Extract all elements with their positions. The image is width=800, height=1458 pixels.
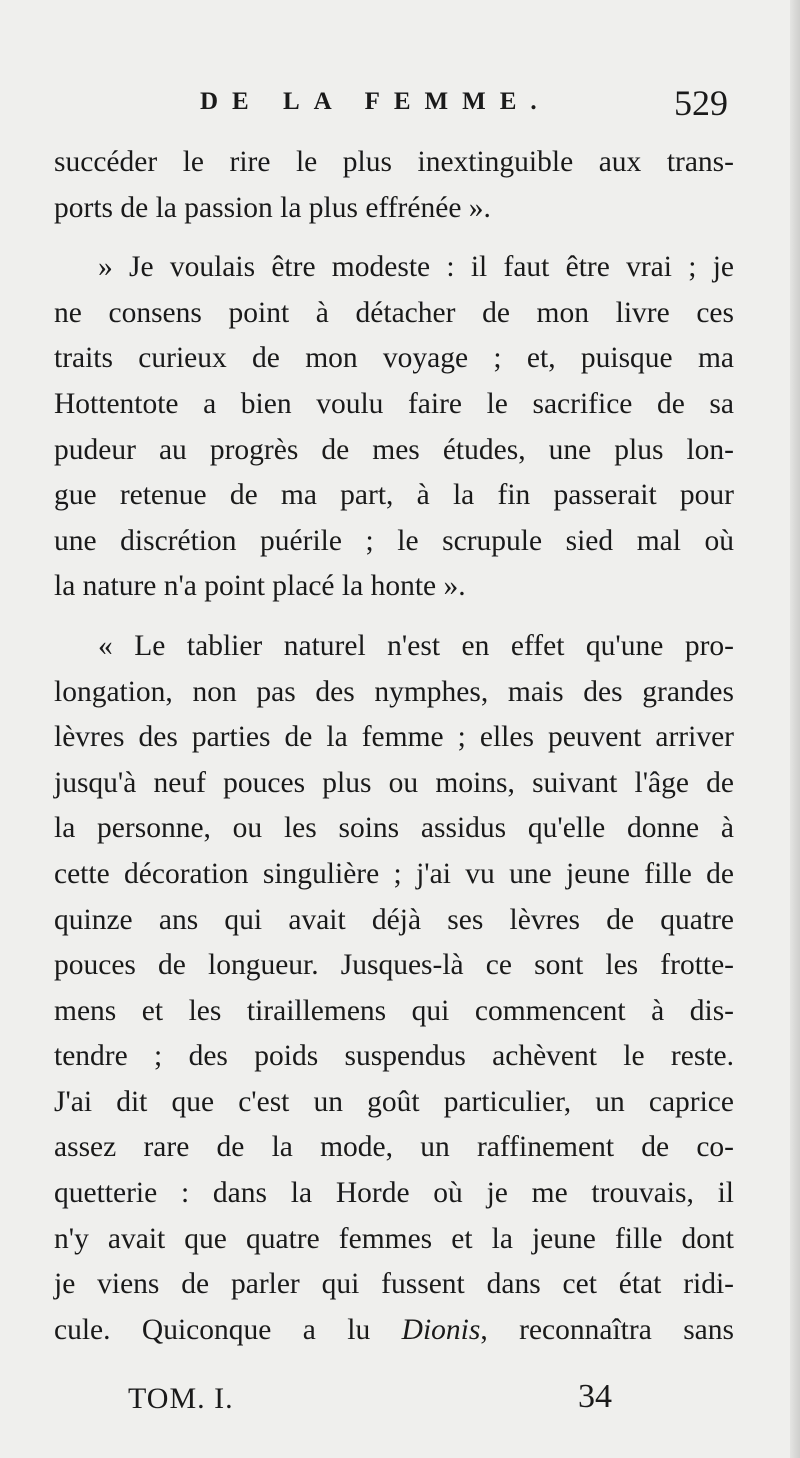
volume-mark: TOM. I. [128,1382,234,1415]
italic-name: Dionis [401,1313,481,1346]
text-line: J'ai dit que c'est un goût particulier, un caprice [54,1085,734,1118]
page-edge-shadow [790,0,800,1458]
text-line: » Je voulais être modeste : il faut être vrai ; je [98,251,734,284]
text-segment: , reconnaîtra sans [480,1313,735,1346]
text-line: mens et les tiraillemens qui commencent à dis- [54,994,734,1027]
text-line: Hottentote a bien voulu faire le sacrifice de sa [54,387,734,420]
text-line: assez rare de la mode, un raffinement de co- [54,1131,734,1164]
text-line: lèvres des parties de la femme ; elles peuvent arriver [54,721,734,754]
text-line: ne consens point à détacher de mon livre ces [54,296,734,329]
text-line: pudeur au progrès de mes études, une plus lon- [54,433,734,466]
page-number: 529 [674,83,728,123]
text-line: je viens de parler qui fussent dans cet état ridi- [54,1268,734,1301]
text-line: tendre ; des poids suspendus achèvent le reste. [54,1040,734,1073]
page-footer [0,1378,800,1428]
page-header [0,82,800,130]
text-line: quinze ans qui avait déjà ses lèvres de quatre [54,903,734,936]
text-line: ports de la passion la plus effrénée ». [54,191,491,224]
text-line: traits curieux de mon voyage ; et, puisque ma [54,342,734,375]
text-line: « Le tablier naturel n'est en effet qu'une pro- [98,629,734,662]
text-line: pouces de longueur. Jusques-là ce sont les frotte- [54,949,734,982]
text-line: la nature n'a point placé la honte ». [54,570,466,603]
text-line-final [54,1308,734,1354]
paragraph-gap [54,231,734,245]
text-line: n'y avait que quatre femmes et la jeune fille dont [54,1222,734,1255]
running-head: DE LA FEMME. [200,88,551,115]
text-line: cette décoration singulière ; j'ai vu une jeune fille de [54,857,734,890]
text-line: jusqu'à neuf pouces plus ou moins, suivant l'âge de [54,766,734,799]
body-text [54,140,734,1353]
text-segment: cule. Quiconque a lu [54,1313,371,1346]
text-line: une discrétion puérile ; le scrupule sied mal où [54,524,734,557]
text-line: gue retenue de ma part, à la fin passerait pour [54,479,734,512]
text-line: succéder le rire le plus inextinguible aux trans- [54,146,734,178]
text-line: longation, non pas des nymphes, mais des grandes [54,675,734,708]
paragraph-gap [54,610,734,624]
text-line: la personne, ou les soins assidus qu'elle donne à [54,812,734,845]
text-line: quetterie : dans la Horde où je me trouvais, il [54,1177,734,1210]
signature-number: 34 [578,1378,612,1415]
